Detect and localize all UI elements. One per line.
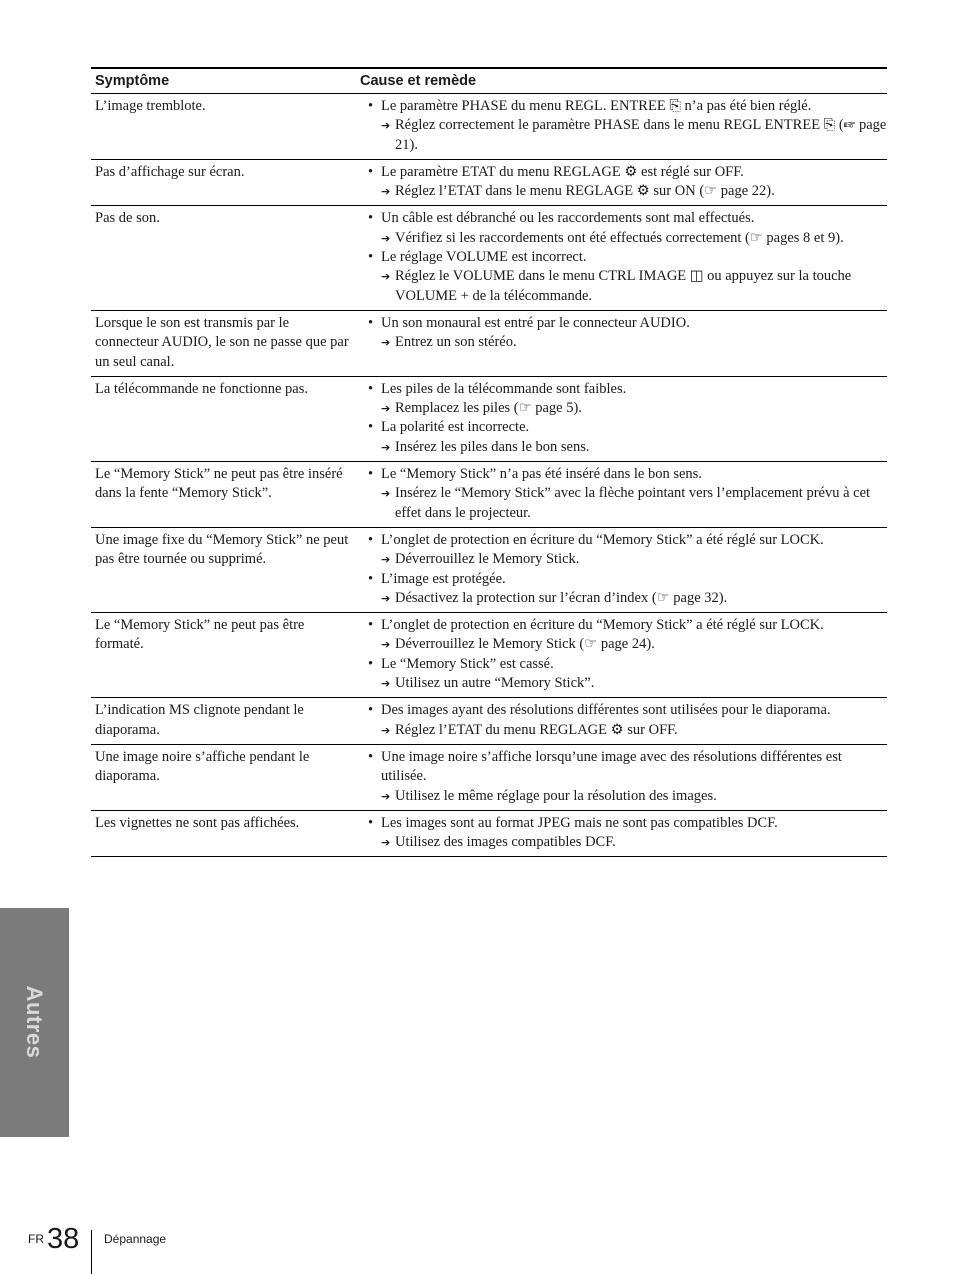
cause-item xyxy=(368,418,887,437)
remedy-text: Déverrouillez le Memory Stick. xyxy=(395,551,580,568)
remedy-item xyxy=(368,484,887,523)
cause-text: Le “Memory Stick” est cassé. xyxy=(381,655,554,672)
table-row xyxy=(91,462,887,528)
table-row xyxy=(91,310,887,376)
bullet-icon: • xyxy=(368,655,374,672)
symptom-cell: Pas de son. xyxy=(91,206,356,310)
arrow-right-icon: ➔ xyxy=(381,487,391,501)
remedy-item xyxy=(368,399,887,418)
remedy-text: Désactivez la protection sur l’écran d’index (☞ page 32). xyxy=(395,589,728,606)
cause-text: Des images ayant des résolutions différentes sont utilisées pour le diaporama. xyxy=(381,702,831,719)
side-tab xyxy=(0,908,69,1137)
remedy-item xyxy=(368,721,887,740)
cause-item xyxy=(368,701,887,720)
footer-divider xyxy=(91,1230,92,1274)
table-body xyxy=(91,94,887,857)
cause-item xyxy=(368,655,887,674)
side-tab-label: Autres xyxy=(22,985,47,1059)
symptom-cell: Pas d’affichage sur écran. xyxy=(91,159,356,206)
arrow-right-icon: ➔ xyxy=(381,677,391,691)
cause-cell xyxy=(356,310,887,376)
arrow-right-icon: ➔ xyxy=(381,789,391,803)
symptom-cell: L’indication MS clignote pendant le diaporama. xyxy=(91,698,356,745)
bullet-icon: • xyxy=(368,748,374,765)
arrow-right-icon: ➔ xyxy=(381,336,391,350)
bullet-icon: • xyxy=(368,163,374,180)
arrow-right-icon: ➔ xyxy=(381,638,391,652)
cause-item xyxy=(368,248,887,267)
arrow-right-icon: ➔ xyxy=(381,270,391,284)
remedy-item xyxy=(368,116,887,155)
cause-text: Le paramètre ETAT du menu REGLAGE ⚙ est réglé sur OFF. xyxy=(381,163,744,180)
bullet-icon: • xyxy=(368,419,374,436)
table-row xyxy=(91,744,887,810)
remedy-text: Réglez l’ETAT du menu REGLAGE ⚙ sur OFF. xyxy=(395,721,678,738)
remedy-item xyxy=(368,674,887,693)
symptom-cell: Le “Memory Stick” ne peut pas être formaté. xyxy=(91,613,356,698)
remedy-text: Insérez les piles dans le bon sens. xyxy=(395,438,590,455)
remedy-item xyxy=(368,267,887,306)
cause-text: Les images sont au format JPEG mais ne sont pas compatibles DCF. xyxy=(381,814,778,831)
cause-item xyxy=(368,465,887,484)
cause-cell xyxy=(356,698,887,745)
footer-section-name: Dépannage xyxy=(104,1232,167,1246)
arrow-right-icon: ➔ xyxy=(381,185,391,199)
remedy-text: Vérifiez si les raccordements ont été effectués correctement (☞ pages 8 et 9). xyxy=(395,229,844,246)
cause-cell xyxy=(356,527,887,612)
symptom-cell: La télécommande ne fonctionne pas. xyxy=(91,376,356,461)
table-row xyxy=(91,206,887,310)
cause-cell xyxy=(356,613,887,698)
cause-text: Un câble est débranché ou les raccordements sont mal effectués. xyxy=(381,210,755,227)
arrow-right-icon: ➔ xyxy=(381,553,391,567)
remedy-item xyxy=(368,787,887,806)
cause-cell xyxy=(356,462,887,528)
table-row xyxy=(91,527,887,612)
remedy-text: Réglez le VOLUME dans le menu CTRL IMAGE ◫ ou appuyez sur la touche VOLUME + de la télécommande. xyxy=(395,268,852,304)
remedy-item xyxy=(368,438,887,457)
bullet-icon: • xyxy=(368,466,374,483)
arrow-right-icon: ➔ xyxy=(381,723,391,737)
symptom-cell: Une image noire s’affiche pendant le diaporama. xyxy=(91,744,356,810)
cause-cell xyxy=(356,159,887,206)
cause-item xyxy=(368,616,887,635)
cause-item xyxy=(368,314,887,333)
bullet-icon: • xyxy=(368,249,374,266)
bullet-icon: • xyxy=(368,98,374,114)
bullet-icon: • xyxy=(368,531,374,548)
cause-text: L’image est protégée. xyxy=(381,570,506,587)
remedy-text: Utilisez des images compatibles DCF. xyxy=(395,834,616,851)
cause-cell xyxy=(356,206,887,310)
cause-item xyxy=(368,531,887,550)
cause-text: Le réglage VOLUME est incorrect. xyxy=(381,249,587,266)
remedy-item xyxy=(368,589,887,608)
cause-item xyxy=(368,814,887,833)
cause-text: Le “Memory Stick” n’a pas été inséré dans le bon sens. xyxy=(381,466,702,483)
remedy-item xyxy=(368,833,887,852)
troubleshooting-table xyxy=(91,67,887,857)
bullet-icon: • xyxy=(368,617,374,634)
remedy-item xyxy=(368,333,887,352)
remedy-text: Réglez l’ETAT dans le menu REGLAGE ⚙ sur ON (☞ page 22). xyxy=(395,183,775,200)
table-row xyxy=(91,698,887,745)
footer-language: FR xyxy=(28,1232,44,1246)
remedy-item xyxy=(368,550,887,569)
cause-item xyxy=(368,209,887,228)
table-row xyxy=(91,159,887,206)
bullet-icon: • xyxy=(368,570,374,587)
remedy-text: Utilisez un autre “Memory Stick”. xyxy=(395,675,595,692)
remedy-text: Utilisez le même réglage pour la résolution des images. xyxy=(395,787,717,804)
remedy-text: Réglez correctement le paramètre PHASE dans le menu REGL ENTREE ⎘ (☞ page 21). xyxy=(395,117,887,153)
cause-cell xyxy=(356,810,887,857)
page-number: 38 xyxy=(47,1223,80,1255)
cause-column-header: Cause et remède xyxy=(356,68,887,94)
table-row xyxy=(91,613,887,698)
cause-cell xyxy=(356,94,887,160)
arrow-right-icon: ➔ xyxy=(381,836,391,850)
bullet-icon: • xyxy=(368,702,374,719)
remedy-item xyxy=(368,229,887,248)
cause-item xyxy=(368,748,887,787)
symptom-cell: Lorsque le son est transmis par le connecteur AUDIO, le son ne passe que par un seul canal. xyxy=(91,310,356,376)
symptom-cell: Le “Memory Stick” ne peut pas être inséré dans la fente “Memory Stick”. xyxy=(91,462,356,528)
remedy-text: Entrez un son stéréo. xyxy=(395,334,517,351)
cause-cell xyxy=(356,744,887,810)
remedy-item xyxy=(368,635,887,654)
cause-text: Une image noire s’affiche lorsqu’une image avec des résolutions différentes est utilisée. xyxy=(381,748,842,785)
arrow-right-icon: ➔ xyxy=(381,402,391,416)
arrow-right-icon: ➔ xyxy=(381,591,391,605)
table-row xyxy=(91,376,887,461)
cause-text: Les piles de la télécommande sont faibles. xyxy=(381,380,627,397)
cause-text: Le paramètre PHASE du menu REGL. ENTREE ⎘ n’a pas été bien réglé. xyxy=(381,98,812,114)
bullet-icon: • xyxy=(368,380,374,397)
cause-cell xyxy=(356,376,887,461)
symptom-cell: L’image tremblote. xyxy=(91,94,356,160)
cause-item xyxy=(368,570,887,589)
arrow-right-icon: ➔ xyxy=(381,119,391,133)
bullet-icon: • xyxy=(368,814,374,831)
symptom-cell: Une image fixe du “Memory Stick” ne peut pas être tournée ou supprimé. xyxy=(91,527,356,612)
cause-item xyxy=(368,163,887,182)
cause-text: La polarité est incorrecte. xyxy=(381,419,530,436)
table-row xyxy=(91,810,887,857)
table-row xyxy=(91,94,887,160)
cause-item xyxy=(368,97,887,116)
symptom-column-header: Symptôme xyxy=(91,68,356,94)
bullet-icon: • xyxy=(368,314,374,331)
remedy-text: Déverrouillez le Memory Stick (☞ page 24). xyxy=(395,636,655,653)
cause-item xyxy=(368,380,887,399)
symptom-cell: Les vignettes ne sont pas affichées. xyxy=(91,810,356,857)
cause-text: Un son monaural est entré par le connecteur AUDIO. xyxy=(381,314,690,331)
cause-text: L’onglet de protection en écriture du “Memory Stick” a été réglé sur LOCK. xyxy=(381,617,824,634)
arrow-right-icon: ➔ xyxy=(381,231,391,245)
remedy-item xyxy=(368,182,887,201)
remedy-text: Remplacez les piles (☞ page 5). xyxy=(395,400,582,417)
remedy-text: Insérez le “Memory Stick” avec la flèche pointant vers l’emplacement prévu à cet effet dans le projecteur. xyxy=(395,485,871,521)
cause-text: L’onglet de protection en écriture du “Memory Stick” a été réglé sur LOCK. xyxy=(381,531,824,548)
table-header-row xyxy=(91,68,887,94)
arrow-right-icon: ➔ xyxy=(381,440,391,454)
bullet-icon: • xyxy=(368,210,374,227)
